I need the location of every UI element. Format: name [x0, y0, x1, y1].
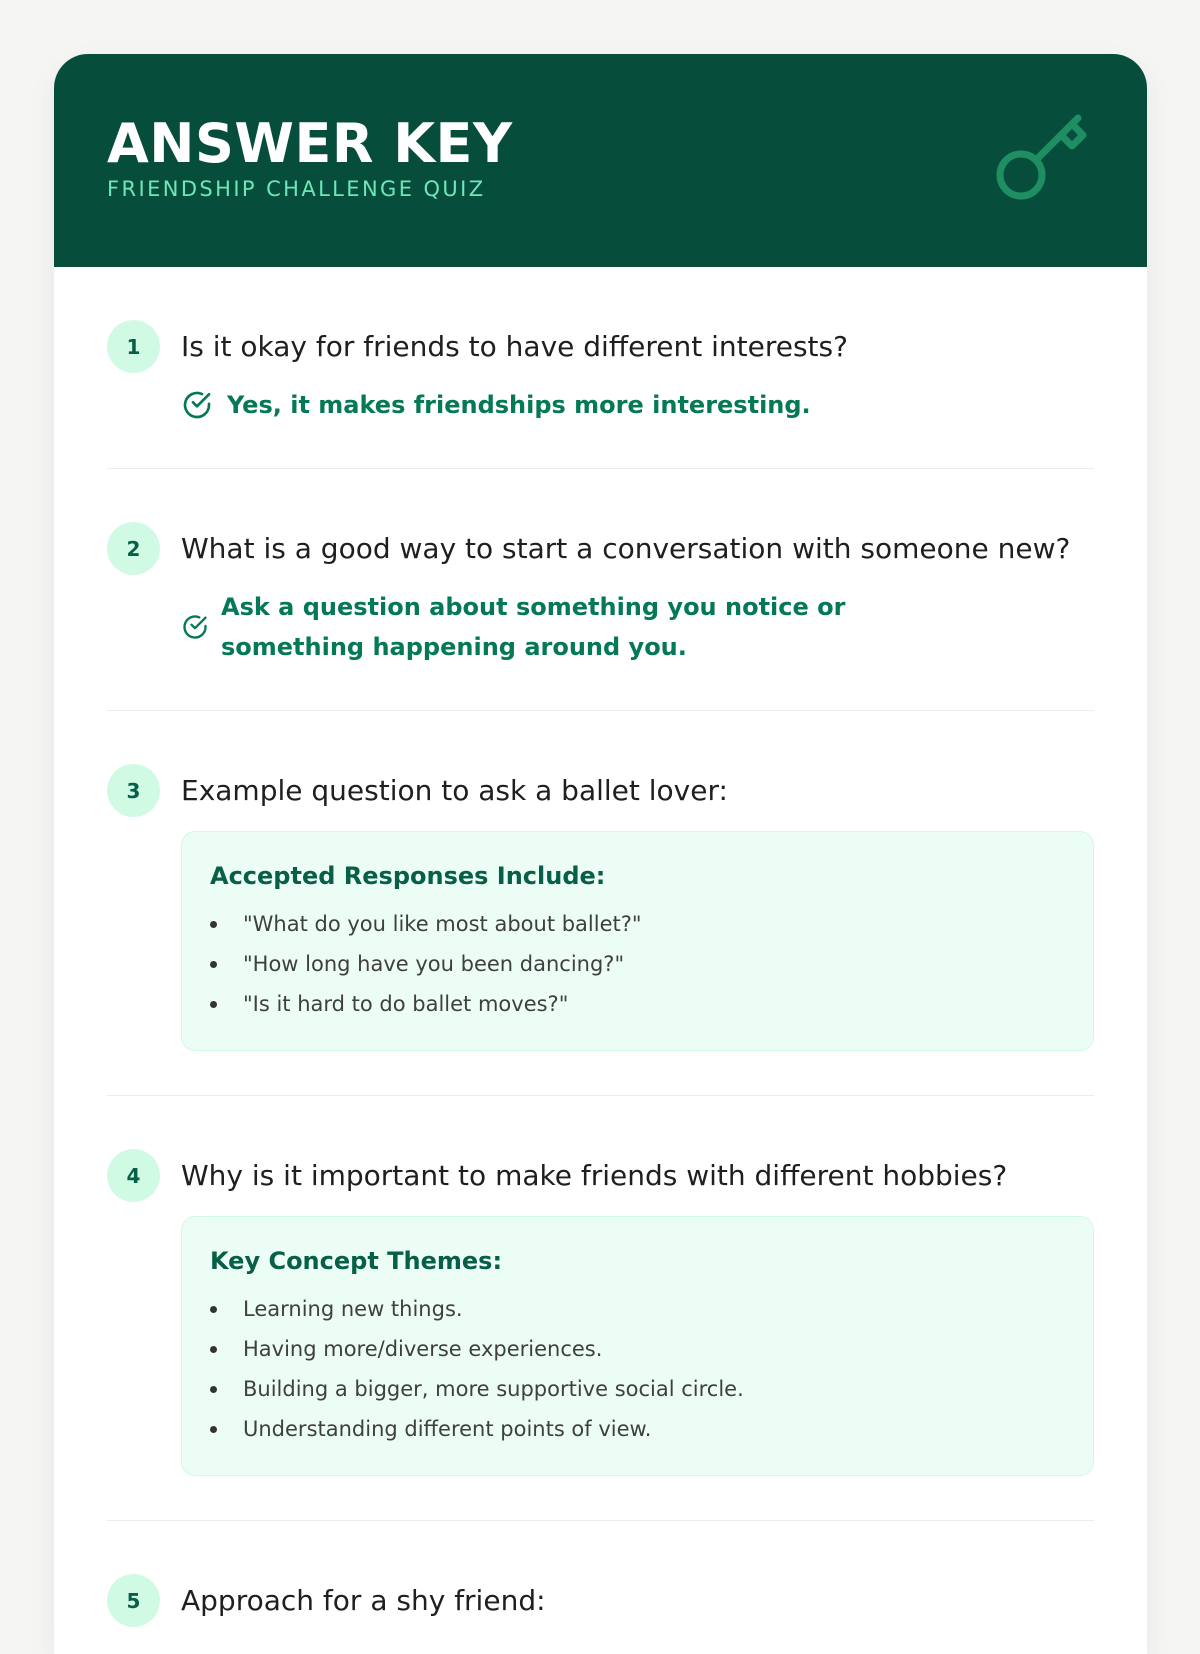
- answer-text: Yes, it makes friendships more interesting.: [227, 391, 811, 419]
- question-list: [54, 267, 1147, 1627]
- question-text: Example question to ask a ballet lover:: [181, 774, 728, 807]
- question-item: [107, 711, 1094, 1096]
- list-item: Understanding different points of view.: [210, 1409, 1065, 1449]
- correct-answer: [181, 385, 1094, 425]
- question-item: [107, 1096, 1094, 1521]
- question-number-badge: 4: [107, 1149, 160, 1202]
- key-concepts-box: [181, 1216, 1094, 1476]
- answer-key-card: [54, 54, 1147, 1654]
- question-number-badge: 1: [107, 320, 160, 373]
- question-number-badge: 3: [107, 764, 160, 817]
- answer-text: Ask a question about something you notice or something happening around you.: [221, 593, 846, 661]
- question-text: Is it okay for friends to have different interests?: [181, 330, 848, 363]
- header: [54, 54, 1147, 267]
- question-text: Why is it important to make friends with different hobbies?: [181, 1159, 1008, 1192]
- check-circle-icon: [181, 389, 213, 421]
- list-item: Having more/diverse experiences.: [210, 1329, 1065, 1369]
- question-item: [107, 469, 1094, 711]
- check-circle-icon: [181, 613, 209, 641]
- question-text: What is a good way to start a conversation with someone new?: [181, 532, 1071, 565]
- list-item: "What do you like most about ballet?": [210, 904, 1065, 944]
- question-number-badge: 5: [107, 1574, 160, 1627]
- list-item: Learning new things.: [210, 1289, 1065, 1329]
- concept-list: [210, 1289, 1065, 1449]
- page-subtitle: FRIENDSHIP CHALLENGE QUIZ: [107, 177, 486, 201]
- box-title: Accepted Responses Include:: [210, 862, 606, 890]
- question-item: [107, 267, 1094, 469]
- response-list: [210, 904, 1065, 1024]
- key-icon: [993, 110, 1089, 206]
- question-number-badge: 2: [107, 522, 160, 575]
- question-item: [107, 1521, 1094, 1627]
- correct-answer: [181, 587, 1094, 667]
- list-item: "Is it hard to do ballet moves?": [210, 984, 1065, 1024]
- box-title: Key Concept Themes:: [210, 1247, 503, 1275]
- list-item: "How long have you been dancing?": [210, 944, 1065, 984]
- question-text: Approach for a shy friend:: [181, 1584, 546, 1617]
- list-item: Building a bigger, more supportive social circle.: [210, 1369, 1065, 1409]
- page-title: ANSWER KEY: [107, 112, 513, 175]
- accepted-responses-box: [181, 831, 1094, 1051]
